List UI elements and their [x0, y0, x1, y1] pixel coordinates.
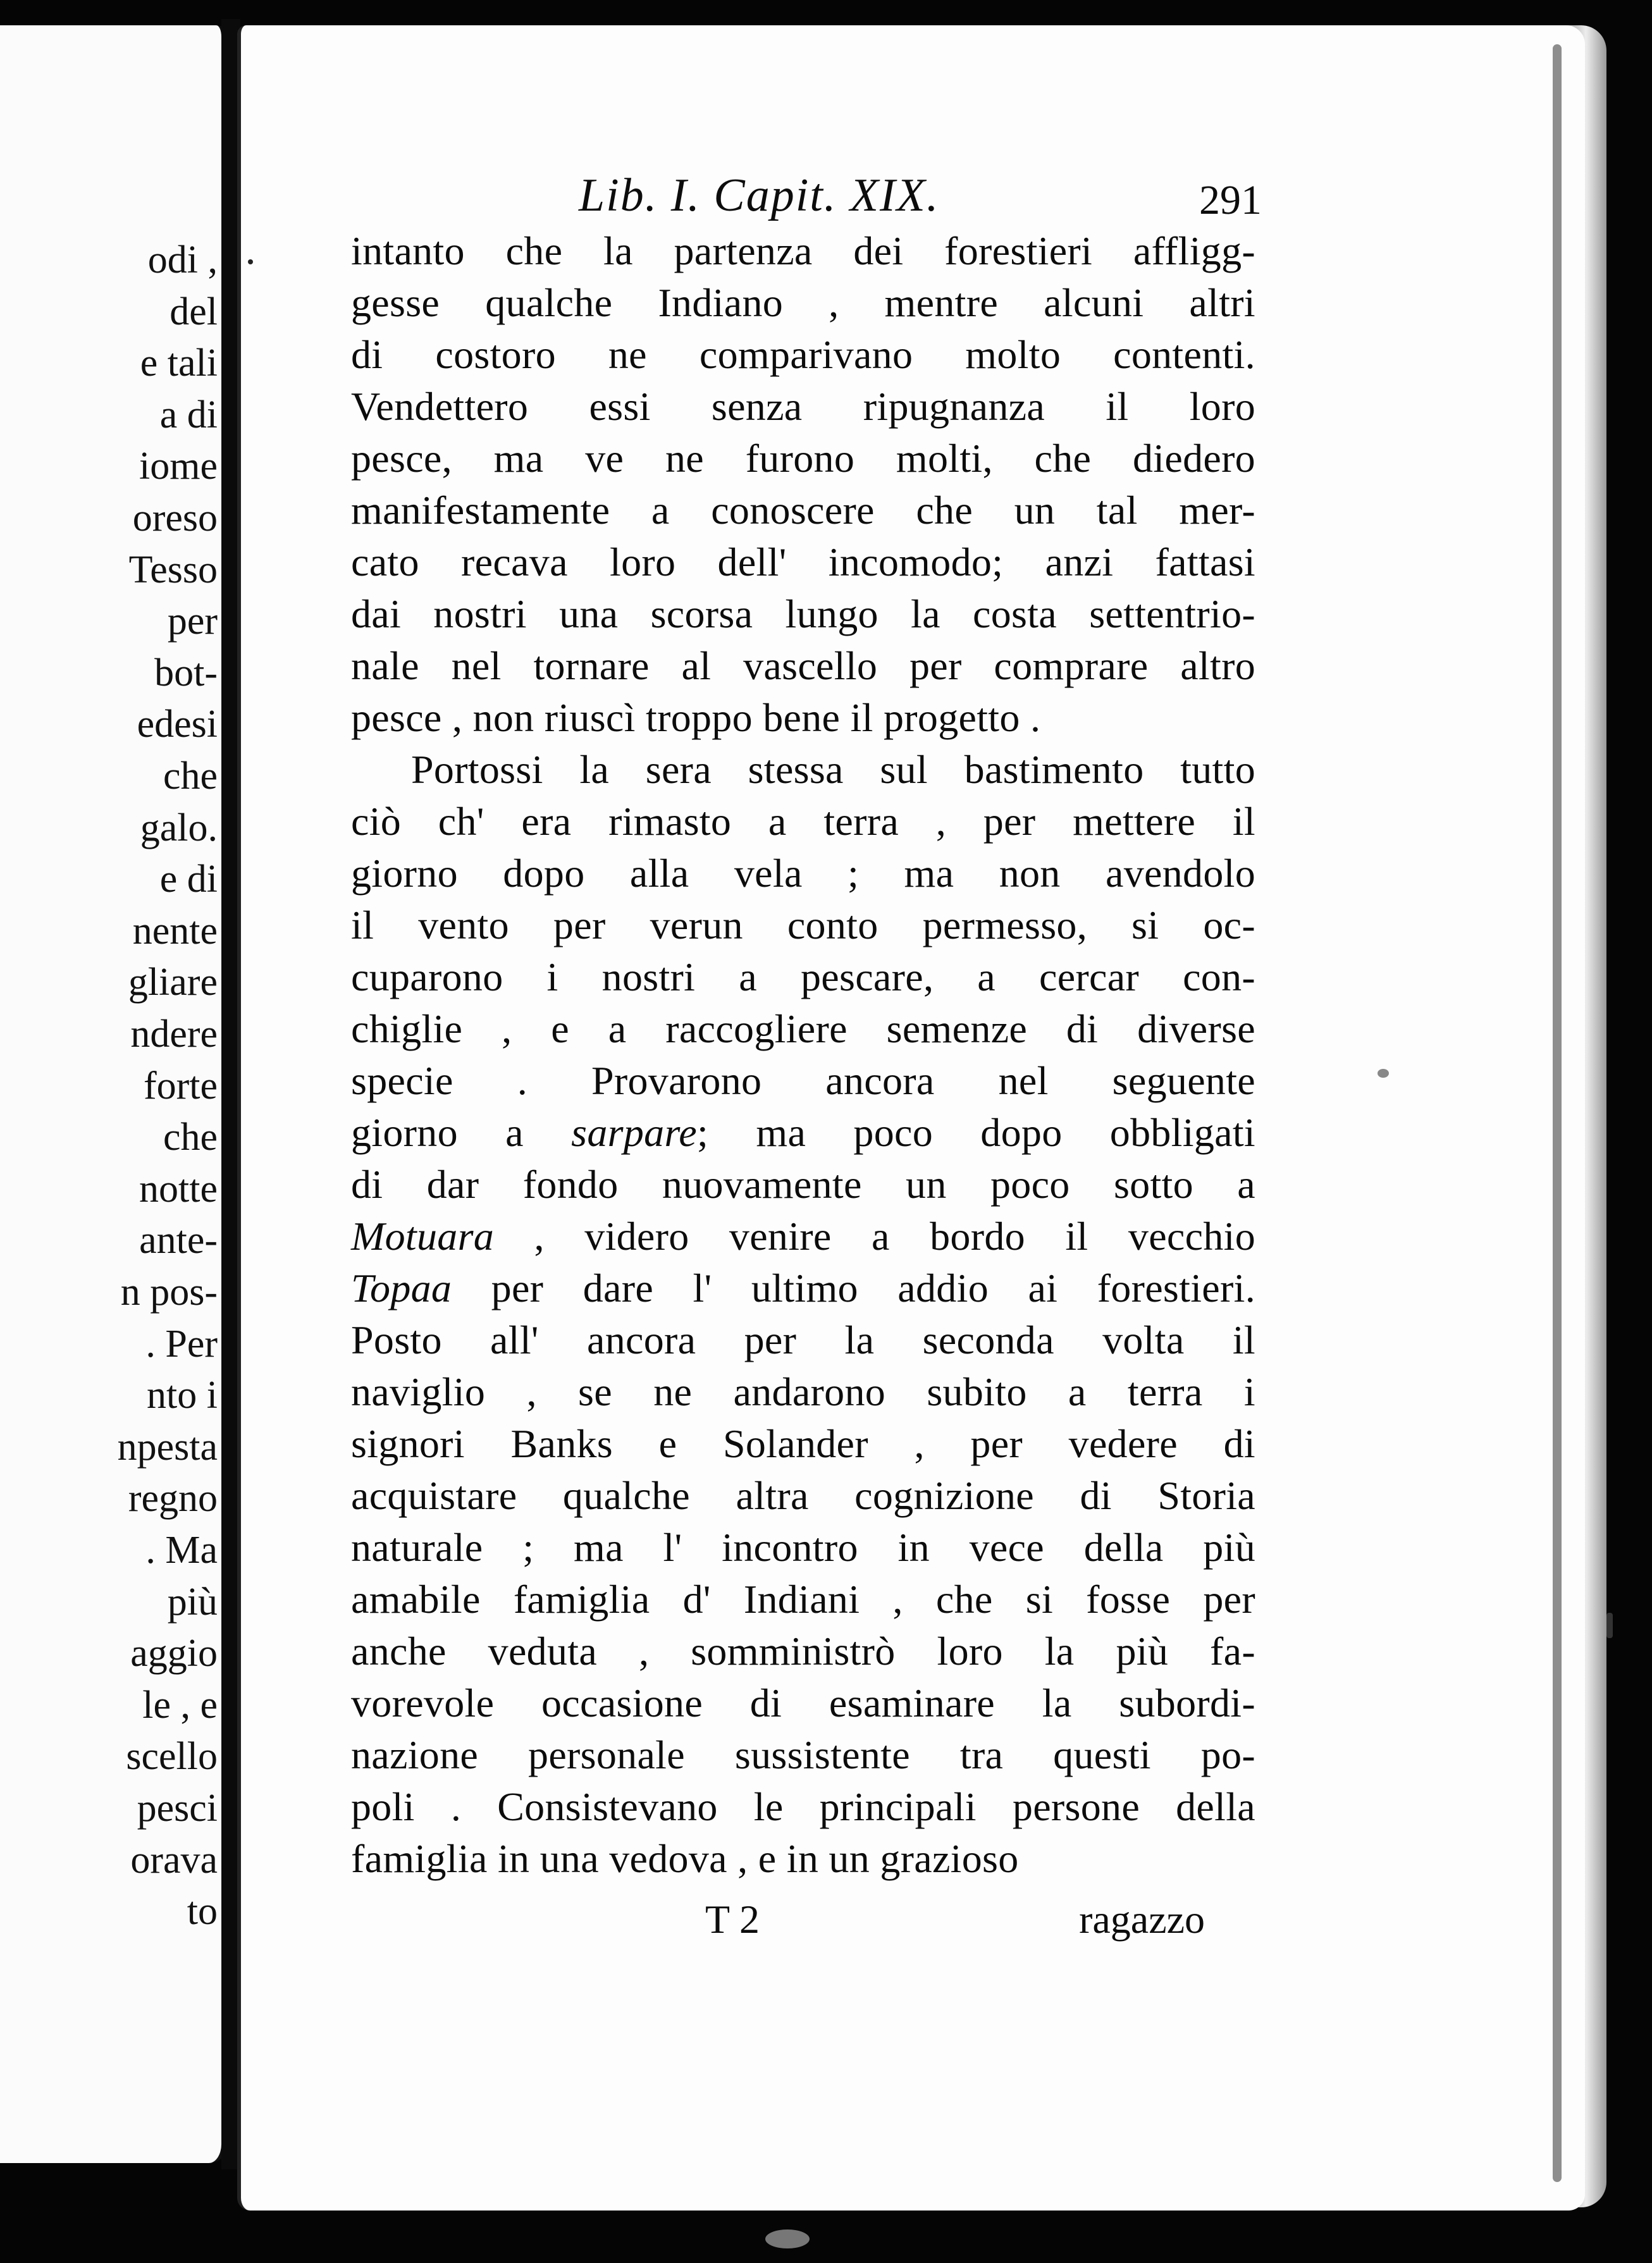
left-page-line: aggio	[130, 1632, 218, 1675]
left-page-line: che	[163, 1116, 218, 1159]
text-line: pesce , non riuscì troppo bene il progetto .	[351, 695, 1041, 740]
left-page-line: to	[187, 1890, 218, 1933]
text-line: pesce, ma ve ne furono molti, che diedero	[351, 436, 1255, 481]
page-footer	[351, 1891, 1255, 1948]
text-line: naturale ; ma l' incontro in vece della più	[351, 1525, 1255, 1570]
left-page-line: del	[170, 290, 218, 333]
text-line: di costoro ne comparivano molto contenti.	[351, 332, 1255, 377]
left-page-line: scello	[126, 1735, 218, 1779]
left-page-line: Tesso	[128, 548, 218, 591]
left-page-line: . Per	[145, 1322, 218, 1366]
text-line: specie . Provarono ancora nel seguente	[351, 1058, 1255, 1103]
left-page-line: gliare	[128, 961, 218, 1004]
left-page-line: nente	[132, 909, 218, 953]
text-line: Vendettero essi senza ripugnanza il loro	[351, 384, 1255, 429]
text-line: naviglio , se ne andarono subito a terra i	[351, 1369, 1255, 1414]
text-line: nazione personale sussistente tra questi po-	[351, 1732, 1255, 1777]
text-line: Motuara , videro venire a bordo il vecchio	[351, 1214, 1255, 1259]
left-page-line: oreso	[132, 496, 218, 540]
left-page-line: le , e	[142, 1683, 218, 1727]
left-page-line: . Ma	[145, 1529, 218, 1572]
scan-speck	[248, 259, 253, 264]
left-page-line: iome	[139, 445, 218, 488]
catchword: ragazzo	[1079, 1897, 1205, 1942]
left-page-line: galo.	[140, 806, 218, 849]
left-page-line: edesi	[137, 703, 218, 746]
left-page-line: bot-	[154, 651, 218, 694]
text-line: gesse qualche Indiano , mentre alcuni altri	[351, 280, 1255, 325]
left-page-line: npesta	[117, 1425, 218, 1469]
left-page-line: pesci	[137, 1787, 218, 1830]
page-text-block	[351, 166, 1262, 1948]
scan-speck	[765, 2229, 810, 2248]
left-page-line: orava	[130, 1838, 218, 1882]
text-line: ciò ch' era rimasto a terra , per mettere il	[351, 799, 1255, 844]
scan-speck	[1378, 1069, 1389, 1078]
page-edge-shadow	[1553, 44, 1562, 2182]
text-line: anche veduta , somministrò loro la più fa-	[351, 1629, 1255, 1674]
text-line: poli . Consistevano le principali persone della	[351, 1784, 1255, 1829]
text-line: Portossi la sera stessa sul bastimento tutto	[411, 747, 1255, 792]
running-head-title: Lib. I. Capit. XIX.	[579, 170, 940, 221]
text-line: manifestamente a conoscere che un tal mer-	[351, 488, 1255, 533]
left-page-line: regno	[128, 1477, 218, 1520]
left-page-line: ante-	[139, 1219, 218, 1262]
text-line: giorno dopo alla vela ; ma non avendolo	[351, 851, 1255, 896]
text-line: famiglia in una vedova , e in un grazioso	[351, 1836, 1019, 1881]
left-page-line: notte	[139, 1167, 218, 1211]
left-page-line: e tali	[140, 342, 218, 385]
text-line: giorno a sarpare; ma poco dopo obbligati	[351, 1110, 1256, 1155]
left-page-line: che	[163, 755, 218, 798]
signature-mark: T 2	[705, 1897, 760, 1942]
text-line: chiglie , e a raccogliere semenze di diverse	[351, 1006, 1255, 1051]
text-line: Topaa per dare l' ultimo addio ai forestieri.	[351, 1266, 1255, 1310]
text-line: vorevole occasione di esaminare la subordi-	[351, 1680, 1255, 1725]
running-head	[351, 166, 1262, 225]
left-page-fragment	[0, 25, 228, 2163]
text-line: intanto che la partenza dei forestieri affligg-	[351, 228, 1255, 273]
text-line: il vento per verun conto permesso, si oc-	[351, 903, 1255, 947]
text-line: cuparono i nostri a pescare, a cercar con-	[351, 954, 1255, 999]
scan-speck	[1606, 1613, 1613, 1638]
left-page-line: forte	[143, 1064, 218, 1107]
left-page-line: odi ,	[147, 238, 218, 281]
text-line: acquistare qualche altra cognizione di Storia	[351, 1473, 1255, 1518]
left-page-line: a di	[159, 393, 218, 436]
left-page-line: ndere	[130, 1013, 218, 1056]
text-line: dai nostri una scorsa lungo la costa settentrio-	[351, 591, 1255, 636]
left-page-line: nto i	[147, 1374, 218, 1417]
text-line: di dar fondo nuovamente un poco sotto a	[351, 1162, 1255, 1207]
left-page-line: n pos-	[120, 1271, 218, 1314]
page-number: 291	[1199, 177, 1262, 223]
text-line: amabile famiglia d' Indiani , che si fosse per	[351, 1577, 1255, 1622]
left-page-line: più	[167, 1580, 218, 1624]
text-line: cato recava loro dell' incomodo; anzi fattasi	[351, 540, 1255, 584]
text-line: signori Banks e Solander , per vedere di	[351, 1421, 1255, 1466]
text-line: Posto all' ancora per la seconda volta il	[351, 1317, 1255, 1362]
left-page-line: per	[167, 600, 218, 643]
left-page-line: e di	[159, 858, 218, 901]
body-text	[351, 225, 1255, 1885]
text-line: nale nel tornare al vascello per comprare altro	[351, 643, 1255, 688]
